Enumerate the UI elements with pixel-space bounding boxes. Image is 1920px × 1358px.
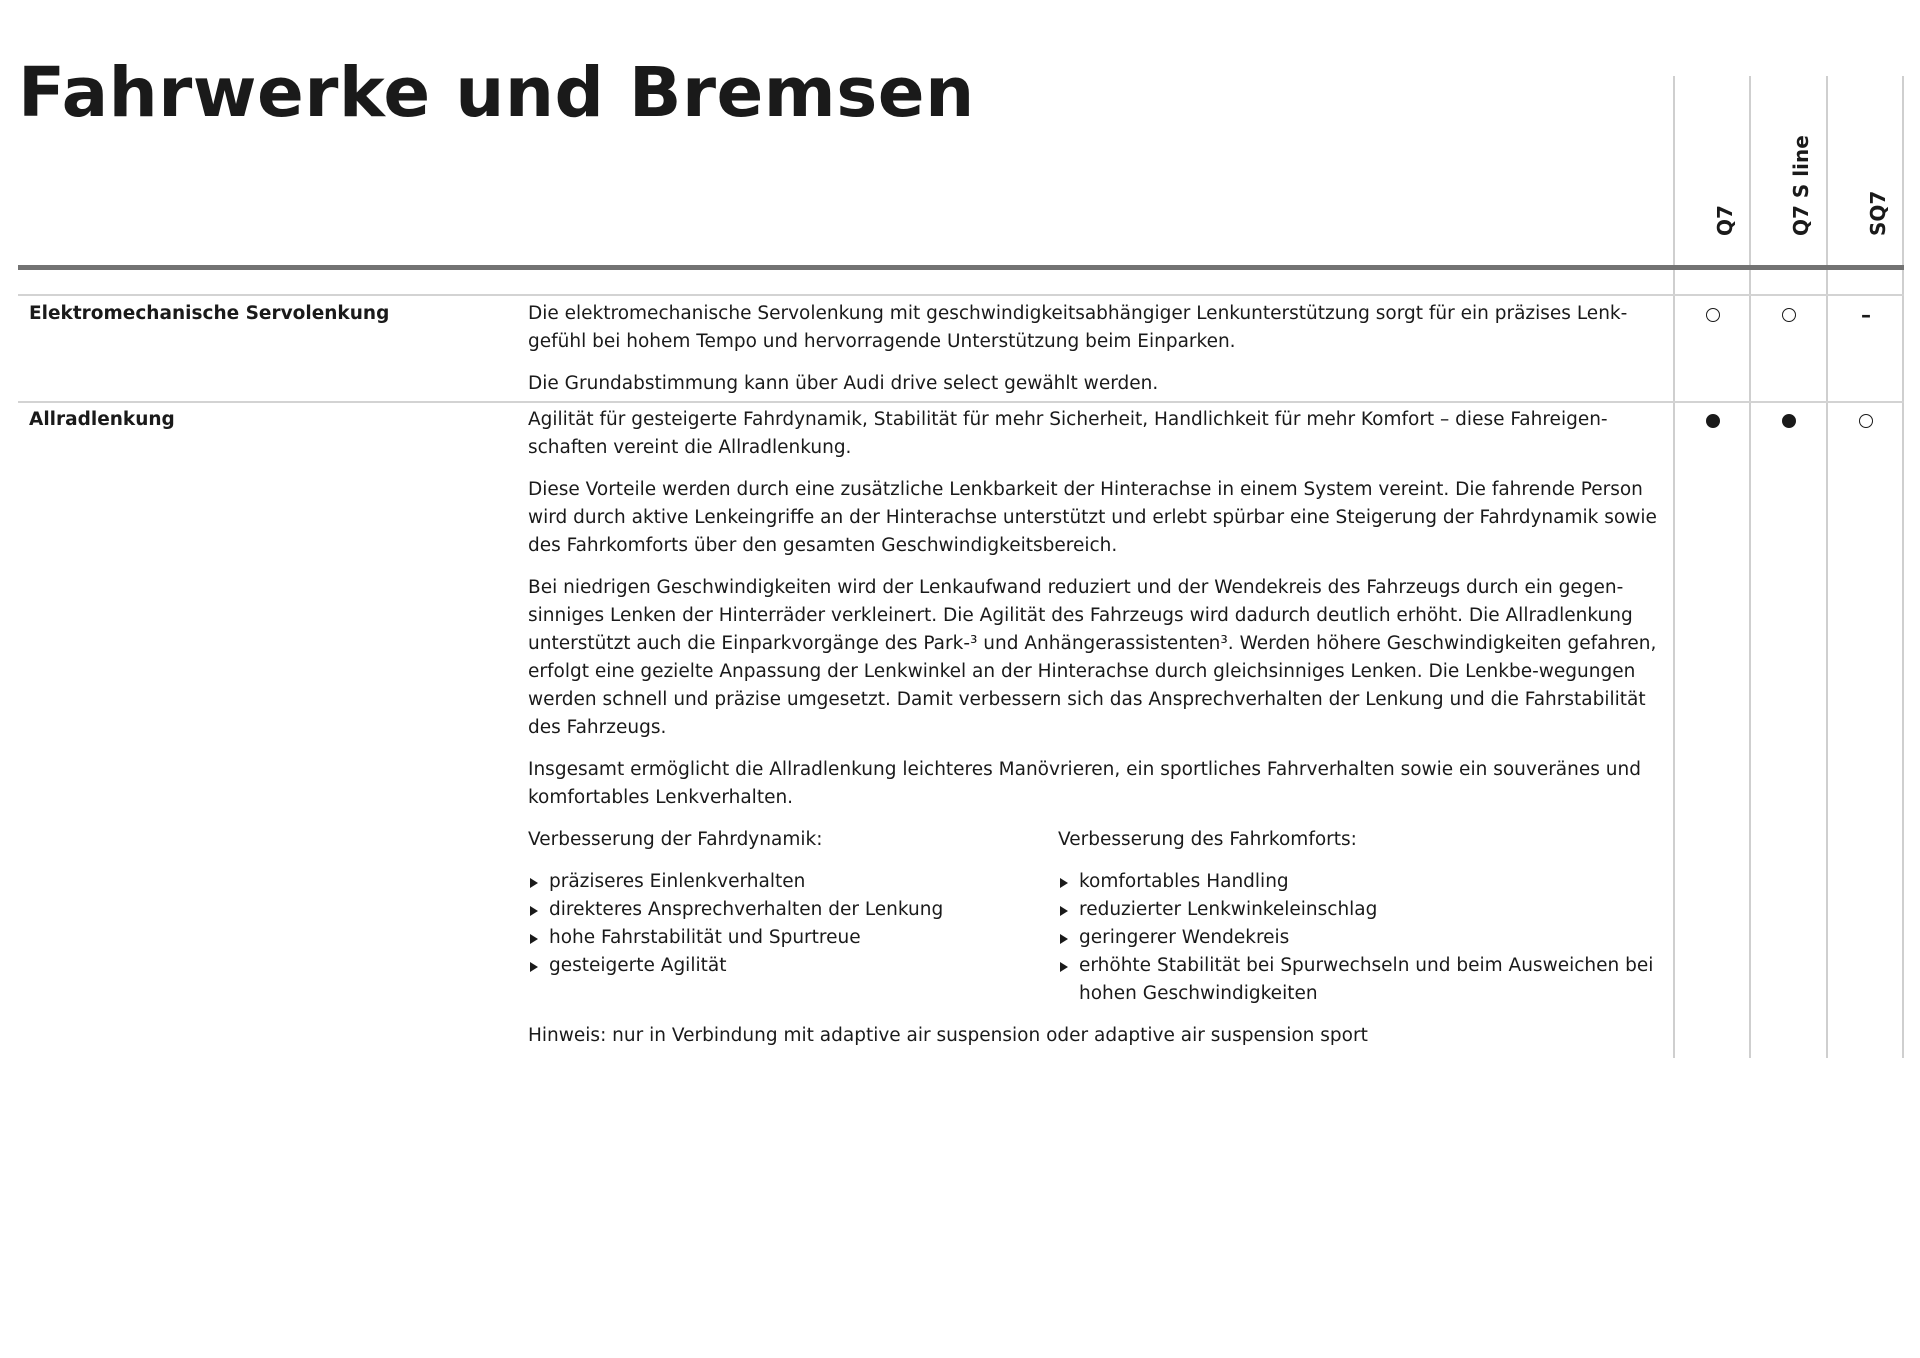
feature-description: Die elektromechanische Servolenkung mit geschwindigkeitsabhängiger Lenkunterstützung sorgt für ein präzises Lenk-gefühl bei hohem Tempo und hervorragende Unterstützung beim Einparken. Die Grundabstimmung kann über Audi drive select gewählt werden.	[528, 303, 1628, 394]
availability-sq7	[1828, 414, 1904, 428]
availability-q7-s-line	[1751, 414, 1827, 428]
list-item: gesteigerte Agilität	[528, 952, 1058, 980]
page-title: Fahrwerke und Bremsen	[18, 53, 975, 133]
header-rule	[18, 265, 1904, 270]
availability-q7	[1675, 308, 1751, 322]
improvement-lists	[528, 826, 1658, 1008]
column-header-q7: Q7	[1713, 205, 1737, 236]
list-item: hohe Fahrstabilität und Spurtreue	[528, 924, 1058, 952]
not-available-dash: –	[1861, 303, 1871, 327]
bullet-list	[528, 868, 1058, 980]
feature-description: Agilität für gesteigerte Fahrdynamik, Stabilität für mehr Sicherheit, Handlichkeit für mehr Komfort – diese Fahreigen-schaften vereint die Allradlenkung. Diese Vorteile werden durch eine zusätzliche Lenkbarkeit der Hinterachse in einem System vereint. Die fahrende Person wird durch aktive Lenkeingriffe an der Hinterachse unterstützt und erlebt spürbar eine Steigerung der Fahrdynamik sowie des Fahrkomforts über den gesamten Geschwindigkeitsbereich. Bei niedrigen Geschwindigkeiten wird der Lenkaufwand reduziert und der Wendekreis des Fahrzeugs durch ein gegen-sinniges Lenken der Hinterräder verkleinert. Die Agilität des Fahrzeugs wird dadurch deutlich erhöht. Die Allradlenkung unterstützt auch die Einparkvorgänge des Park-³ und Anhängerassistenten³. Werden höhere Geschwindigkeiten gefahren, erfolgt eine gezielte Anpassung der Lenkwinkel an der Hinterachse durch gleichsinniges Lenken. Die Lenkbe-wegungen werden schnell und präzise umgesetzt. Damit verbessern sich das Ansprechverhalten der Lenkung und die Fahrstabilität des Fahrzeugs. Insgesamt ermöglicht die Allradlenkung leichteres Manövrieren, ein sportliches Fahrverhalten sowie ein souveränes und komfortables Lenkverhalten. Verbesserung der Fahrdynamik: präziseres Einlenkverhalten direkteres Ansprechverhalten der Lenkung hohe Fahrstabilität und Spurtreue gesteigerte Agilität Verbesserung des Fahrkomforts: komfortables Handling reduzierter Lenkwinkeleinschlag geringerer Wendekreis erhöhte Stabilität bei Spurwechseln und beim Ausweichen bei hohen Geschwindigkeiten Hinweis: nur in Verbindung mit adaptive air suspension oder adaptive air suspension sport	[528, 406, 1658, 1064]
footnote: Hinweis: nur in Verbindung mit adaptive air suspension oder adaptive air suspension sport	[528, 1025, 1368, 1046]
standard-filled-circle-icon	[1706, 414, 1720, 428]
feature-name: Allradlenkung	[29, 409, 175, 430]
optional-circle-icon	[1706, 308, 1720, 322]
list-item: geringerer Wendekreis	[1058, 924, 1658, 952]
list-item: komfortables Handling	[1058, 868, 1658, 896]
list-heading: Verbesserung der Fahrdynamik:	[528, 829, 823, 850]
list-item: erhöhte Stabilität bei Spurwechseln und beim Ausweichen bei hohen Geschwindigkeiten	[1058, 952, 1658, 1008]
feature-name: Elektromechanische Servolenkung	[29, 303, 390, 324]
list-item: reduzierter Lenkwinkeleinschlag	[1058, 896, 1658, 924]
bullet-list	[1058, 868, 1658, 1008]
availability-q7-s-line	[1751, 308, 1827, 322]
optional-circle-icon	[1782, 308, 1796, 322]
availability-sq7	[1828, 303, 1904, 327]
column-header-q7-s-line: Q7 S line	[1789, 135, 1813, 236]
standard-filled-circle-icon	[1782, 414, 1796, 428]
list-heading: Verbesserung des Fahrkomforts:	[1058, 829, 1357, 850]
table-top-rule	[18, 294, 1904, 296]
list-item: direkteres Ansprechverhalten der Lenkung	[528, 896, 1058, 924]
list-item: präziseres Einlenkverhalten	[528, 868, 1058, 896]
availability-q7	[1675, 414, 1751, 428]
column-header-sq7: SQ7	[1866, 190, 1890, 236]
optional-circle-icon	[1859, 414, 1873, 428]
